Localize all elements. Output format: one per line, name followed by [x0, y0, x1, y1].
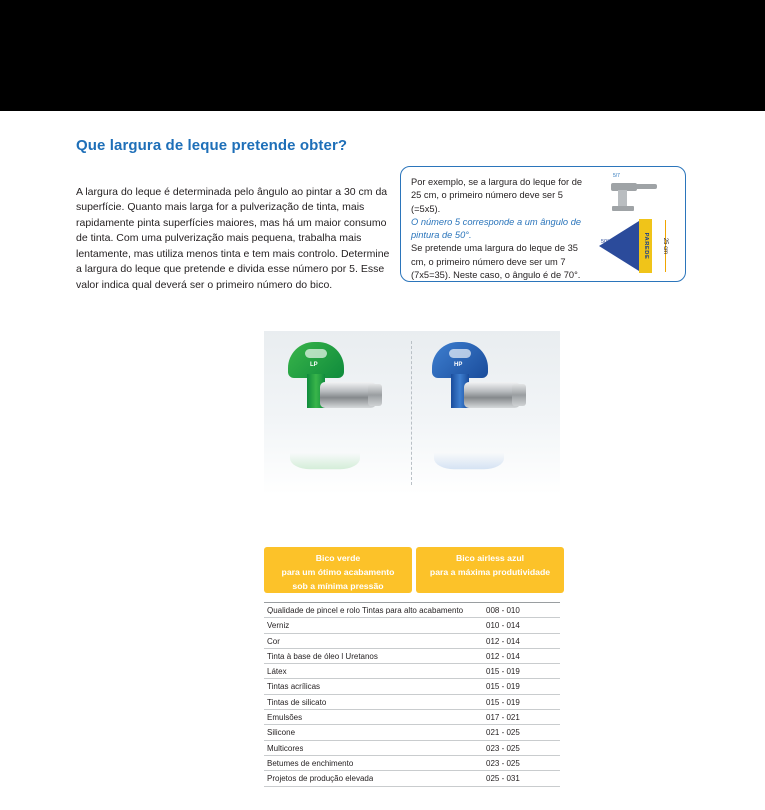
table-cell-size: 015 - 019 — [486, 682, 520, 692]
nozzle-base-shape — [612, 206, 634, 211]
table-row — [264, 679, 560, 694]
green-tip-handle — [288, 342, 344, 378]
table-row — [264, 695, 560, 710]
intro-paragraph: A largura do leque é determinada pelo ângulo ao pintar a 30 cm da superfície. Quanto mais larga for a pulverização de tinta, mais rapidamente pinta superfícies maiores, mas há um maior consumo de tinta. Com uma pulverização mais pequena, trabalha mais lentamente, mas utiliza menos tinta e tem mais controlo. Determine a largura do leque que pretende e divida esse número por 5. Esse valor indica qual deverá ser o primeiro número do bico. — [76, 185, 390, 292]
photo-divider — [411, 341, 413, 485]
blue-tip-handle — [432, 342, 488, 378]
page-title: Que largura de leque pretende obter? — [76, 137, 348, 155]
green-caption-line-1: Bico verde — [315, 553, 361, 563]
table-cell-material: Emulsões — [267, 713, 303, 722]
table-cell-material: Cor — [267, 636, 280, 645]
nozzle-arm-shape — [635, 184, 657, 189]
blue-tip-image — [416, 338, 556, 488]
callout-line-2-italic: O número 5 corresponde a um ângulo de pintura de 50°. — [411, 216, 582, 241]
green-caption-line-3: sob a mínima pressão — [292, 581, 384, 591]
table-cell-material: Tintas acrílicas — [267, 682, 321, 691]
green-tip-logo: LP — [310, 362, 318, 368]
table-cell-size: 021 - 025 — [486, 728, 520, 738]
tip-photo-panel — [264, 331, 560, 495]
table-cell-size: 008 - 010 — [486, 606, 520, 615]
table-row — [264, 618, 560, 633]
spray-cone-shape — [599, 221, 639, 271]
blue-tip-metal-cap — [512, 384, 526, 406]
table-row — [264, 710, 560, 725]
table-cell-material: Projetos de produção elevada — [267, 774, 374, 783]
table-cell-size: 025 - 031 — [486, 774, 520, 784]
table-cell-material: Silicone — [267, 728, 296, 737]
fan-width-label: 25 cm — [662, 237, 668, 255]
table-cell-material: Tinta à base de óleo l Uretanos — [267, 651, 378, 661]
green-tip-caption — [264, 547, 412, 593]
green-tip-image — [268, 338, 408, 488]
table-cell-size: 012 - 014 — [486, 636, 520, 646]
table-cell-size: 015 - 019 — [486, 667, 520, 677]
wall-label: PAREDE — [643, 232, 649, 260]
spray-angle-label: 50° — [601, 239, 610, 245]
table-cell-size: 012 - 014 — [486, 651, 520, 661]
table-cell-material: Betumes de enchimento — [267, 758, 354, 768]
table-cell-material: Multicores — [267, 743, 304, 752]
callout-line-1: Por exemplo, se a largura do leque for de 25 cm, o primeiro número deve ser 5 (=5x5). — [411, 177, 583, 214]
blue-caption-line-1: Bico airless azul — [455, 553, 525, 563]
table-cell-size: 015 - 019 — [486, 697, 520, 707]
green-tip-slot — [305, 349, 327, 358]
table-cell-material: Verniz — [267, 621, 290, 630]
blue-tip-reflection — [434, 453, 504, 470]
blue-tip-caption — [416, 547, 564, 593]
table-cell-size: 023 - 025 — [486, 743, 520, 753]
table-row — [264, 634, 560, 649]
blue-caption-line-2: para a máxima produtividade — [429, 567, 551, 577]
green-tip-metal-cap — [368, 384, 382, 406]
table-cell-size: 010 - 014 — [486, 621, 520, 631]
spray-angle-diagram — [593, 215, 675, 277]
table-row — [264, 756, 560, 771]
table-row — [264, 603, 560, 618]
green-tip-reflection — [290, 453, 360, 470]
table-cell-material: Tintas de silicato — [267, 697, 327, 707]
blue-tip-slot — [449, 349, 471, 358]
table-row — [264, 725, 560, 740]
tip-size-table — [264, 602, 560, 787]
table-row — [264, 771, 560, 786]
table-cell-size: 017 - 021 — [486, 713, 520, 723]
callout-text — [411, 176, 586, 282]
example-callout — [400, 166, 686, 282]
nozzle-icon — [597, 173, 671, 215]
table-cell-size: 023 - 025 — [486, 758, 520, 768]
table-row — [264, 649, 560, 664]
green-caption-line-2: para um ótimo acabamento — [281, 567, 395, 577]
table-cell-material: Látex — [267, 667, 287, 676]
table-cell-material: Qualidade de pincel e rolo Tintas para alto acabamento — [267, 606, 464, 615]
blue-tip-logo: HP — [454, 362, 463, 368]
table-row — [264, 664, 560, 679]
callout-line-3: Se pretende uma largura do leque de 35 cm, o primeiro número deve ser um 7 (7x5=35). Neste caso, o ângulo é de 70°. — [411, 243, 581, 281]
document-page — [0, 111, 765, 810]
nozzle-dimension-label: 5/7 — [613, 173, 620, 179]
table-row — [264, 741, 560, 756]
